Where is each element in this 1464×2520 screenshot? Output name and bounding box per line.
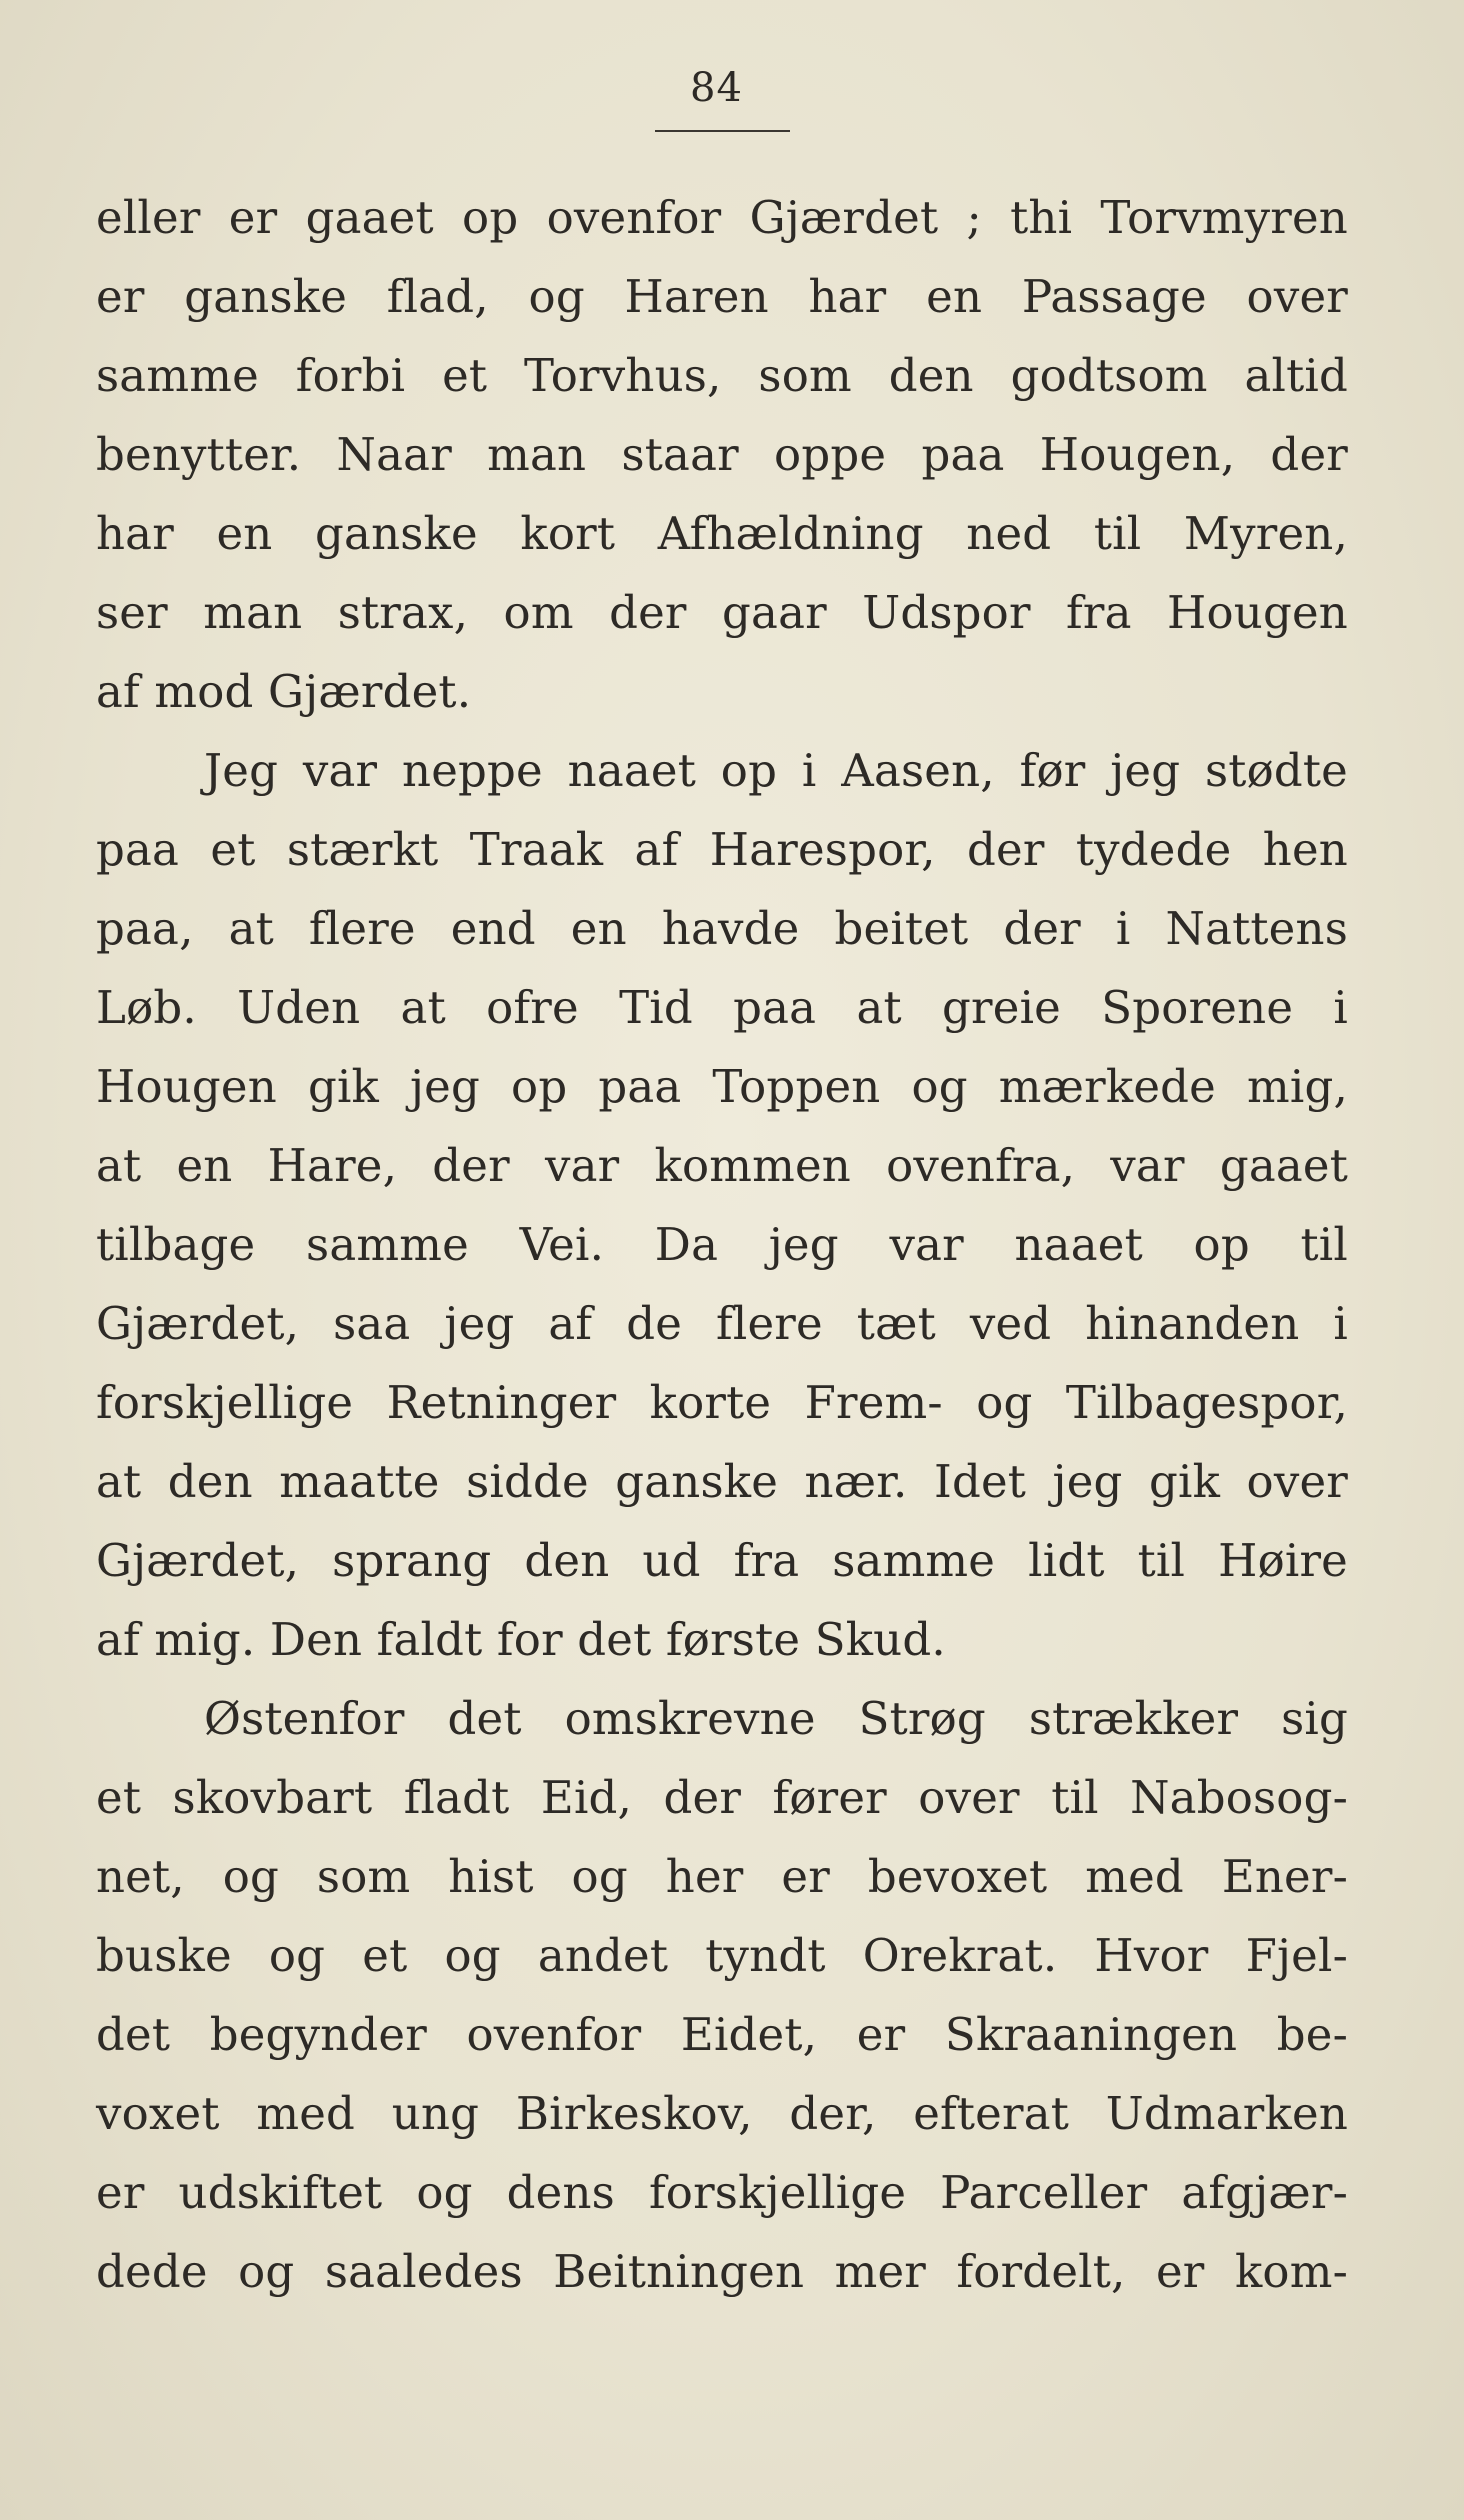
text-line: af mig. Den faldt for det første Skud. bbox=[96, 1613, 946, 1666]
text-line: samme forbi et Torvhus, som den godtsom altid bbox=[96, 349, 1348, 402]
text-line: at den maatte sidde ganske nær. Idet jeg gik over bbox=[96, 1455, 1348, 1508]
text-line: benytter. Naar man staar oppe paa Hougen, der bbox=[96, 428, 1348, 481]
text-line: det begynder ovenfor Eidet, er Skraaningen be- bbox=[96, 2008, 1348, 2061]
text-line: er udskiftet og dens forskjellige Parceller afgjær- bbox=[96, 2166, 1348, 2219]
paragraph-1 bbox=[96, 178, 1348, 731]
text-line: et skovbart fladt Eid, der fører over til Nabosog- bbox=[96, 1771, 1348, 1824]
text-line: voxet med ung Birkeskov, der, efterat Udmarken bbox=[96, 2087, 1348, 2140]
text-line: at en Hare, der var kommen ovenfra, var gaaet bbox=[96, 1139, 1348, 1192]
paragraph-2 bbox=[96, 731, 1348, 1679]
page-number: 84 bbox=[690, 65, 743, 111]
text-line: Østenfor det omskrevne Strøg strækker sig bbox=[204, 1692, 1348, 1745]
text-line: Gjærdet, saa jeg af de flere tæt ved hinanden i bbox=[96, 1297, 1348, 1350]
text-line: Gjærdet, sprang den ud fra samme lidt til Høire bbox=[96, 1534, 1348, 1587]
text-line: Løb. Uden at ofre Tid paa at greie Sporene i bbox=[96, 981, 1348, 1034]
text-line: eller er gaaet op ovenfor Gjærdet ; thi Torvmyren bbox=[96, 191, 1348, 244]
text-line: buske og et og andet tyndt Orekrat. Hvor Fjel- bbox=[96, 1929, 1348, 1982]
text-line: af mod Gjærdet. bbox=[96, 665, 472, 718]
text-line: er ganske flad, og Haren har en Passage over bbox=[96, 270, 1348, 323]
text-line: paa et stærkt Traak af Harespor, der tydede hen bbox=[96, 823, 1348, 876]
page-number-rule bbox=[655, 130, 790, 132]
text-line: forskjellige Retninger korte Frem- og Tilbagespor, bbox=[96, 1376, 1348, 1429]
body-text bbox=[96, 178, 1348, 2311]
text-line: paa, at flere end en havde beitet der i Nattens bbox=[96, 902, 1348, 955]
text-line: net, og som hist og her er bevoxet med Ener- bbox=[96, 1850, 1348, 1903]
paragraph-3 bbox=[96, 1679, 1348, 2311]
text-line: ser man strax, om der gaar Udspor fra Hougen bbox=[96, 586, 1348, 639]
text-line: dede og saaledes Beitningen mer fordelt, er kom- bbox=[96, 2245, 1348, 2298]
text-line: tilbage samme Vei. Da jeg var naaet op til bbox=[96, 1218, 1348, 1271]
text-line: Jeg var neppe naaet op i Aasen, før jeg stødte bbox=[204, 744, 1348, 797]
text-line: Hougen gik jeg op paa Toppen og mærkede mig, bbox=[96, 1060, 1348, 1113]
text-line: har en ganske kort Afhældning ned til Myren, bbox=[96, 507, 1348, 560]
